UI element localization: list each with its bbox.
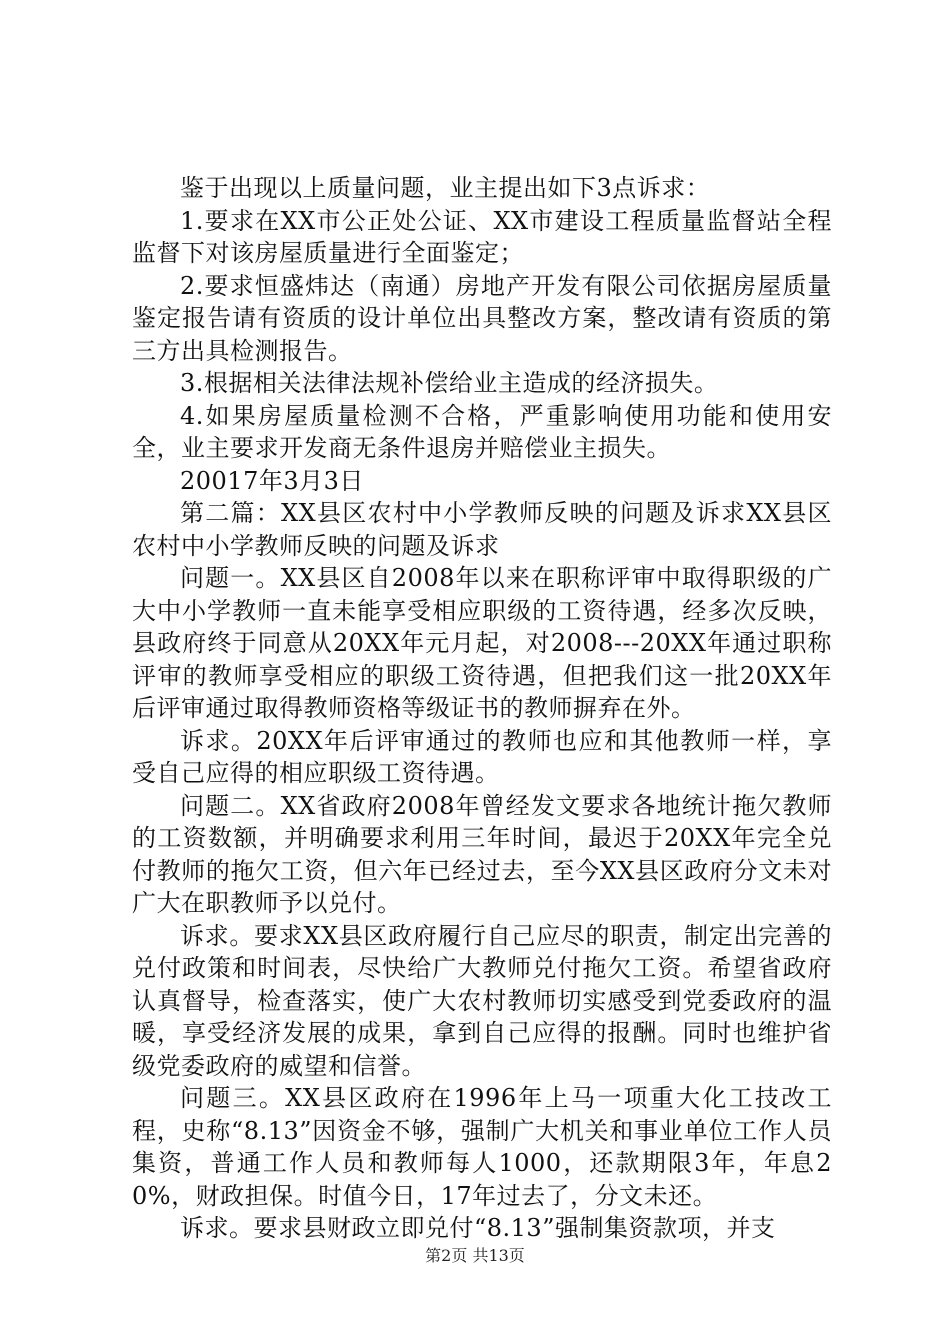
paragraph-demand-2: 诉求。要求XX县区政府履行自己应尽的职责，制定出完善的兑付政策和时间表，尽快给广大教师兑付拖欠工资。希望省政府认真督导，检查落实，使广大农村教师切实感受到党委政府的温暖，享受经济发展的成果，拿到自己应得的报酬。同时也维护省级党委政府的威望和信誉。 bbox=[132, 921, 832, 1080]
paragraph-claim-4: 4.如果房屋质量检测不合格，严重影响使用功能和使用安全，业主要求开发商无条件退房并赔偿业主损失。 bbox=[132, 401, 832, 462]
paragraph-problem-2: 问题二。XX省政府2008年曾经发文要求各地统计拖欠教师的工资数额，并明确要求利用三年时间，最迟于20XX年完全兑付教师的拖欠工资，但六年已经过去，至今XX县区政府分文未对广大在职教师予以兑付。 bbox=[132, 791, 832, 917]
paragraph-problem-3: 问题三。XX县区政府在1996年上马一项重大化工技改工程，史称“8.13”因资金不够，强制广大机关和事业单位工作人员集资，普通工作人员和教师每人1000，还款期限3年，年息20%，财政担保。时值今日，17年过去了，分文未还。 bbox=[132, 1084, 832, 1210]
paragraph-claim-3: 3.根据相关法律法规补偿给业主造成的经济损失。 bbox=[180, 369, 719, 397]
paragraph-demand-1: 诉求。20XX年后评审通过的教师也应和其他教师一样，享受自己应得的相应职级工资待遇。 bbox=[132, 726, 832, 787]
paragraph-claims-intro: 鉴于出现以上质量问题，业主提出如下3点诉求： bbox=[180, 174, 711, 202]
paragraph-section-title: 第二篇：XX县区农村中小学教师反映的问题及诉求XX县区农村中小学教师反映的问题及诉求 bbox=[132, 499, 832, 560]
paragraph-date: 20017年3月3日 bbox=[180, 466, 364, 495]
document-body bbox=[132, 172, 832, 1245]
paragraph-claim-2: 2.要求恒盛炜达（南通）房地产开发有限公司依据房屋质量鉴定报告请有资质的设计单位出具整改方案，整改请有资质的第三方出具检测报告。 bbox=[132, 271, 832, 365]
page-footer: 第2页 共13页 bbox=[425, 1246, 525, 1265]
paragraph-problem-1: 问题一。XX县区自2008年以来在职称评审中取得职级的广大中小学教师一直未能享受相应职级的工资待遇，经多次反映，县政府终于同意从20XX年元月起，对2008---20XX年通过职称评审的教师享受相应的职级工资待遇，但把我们这一批20XX年后评审通过取得教师资格等级证书的教师摒弃在外。 bbox=[132, 564, 832, 722]
paragraph-claim-1: 1.要求在XX市公正处公证、XX市建设工程质量监督站全程监督下对该房屋质量进行全面鉴定； bbox=[132, 206, 832, 267]
paragraph-demand-3: 诉求。要求县财政立即兑付“8.13”强制集资款项，并支 bbox=[180, 1214, 776, 1242]
